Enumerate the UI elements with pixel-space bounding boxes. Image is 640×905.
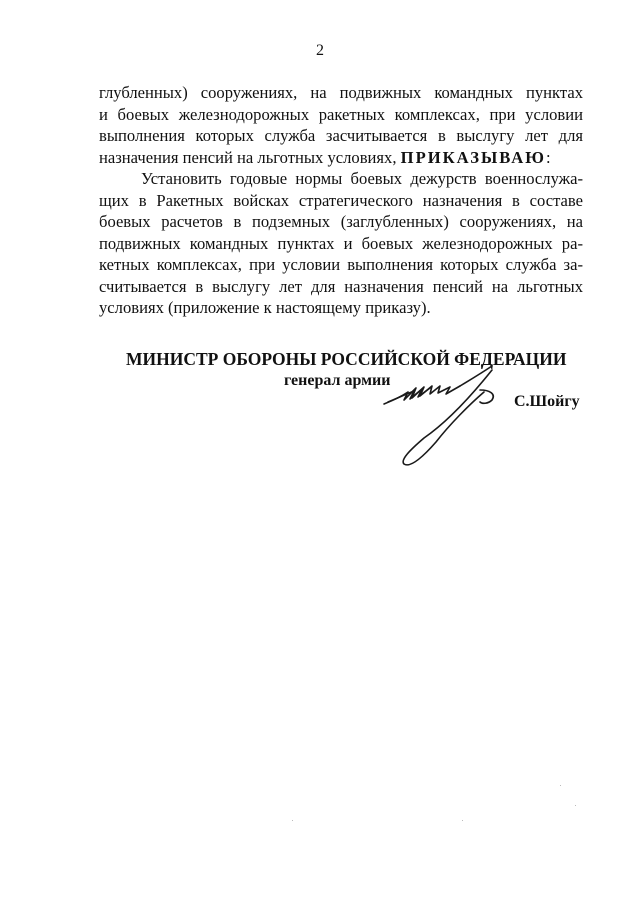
body-text: [99, 82, 583, 319]
scan-speck: [292, 820, 293, 821]
paragraph2-line-5: кетных комплексах, при условии выполнения которых служба за-: [99, 255, 583, 274]
body-line-4: [99, 147, 583, 169]
scan-speck: [462, 820, 463, 821]
page-number: 2: [316, 42, 324, 59]
order-keyword: ПРИКАЗЫВАЮ: [400, 147, 546, 167]
paragraph2-line-7: условиях (приложение к настоящему приказу).: [99, 298, 431, 317]
body-line-2: и боевых железнодорожных ракетных комплексах, при условии: [99, 104, 583, 124]
body-line-4-tail: :: [545, 147, 551, 167]
body-line-1: глубленных) сооружениях, на подвижных командных пунктах: [99, 83, 583, 102]
signatory-position: МИНИСТР ОБОРОНЫ РОССИЙСКОЙ ФЕДЕРАЦИИ: [126, 349, 567, 369]
body-line-3: выполнения которых служба засчитывается в выслугу лет для: [99, 126, 583, 145]
signatory-rank: генерал армии: [284, 372, 391, 389]
paragraph2-line-6: считывается в выслугу лет для назначения пенсий на льготных: [99, 276, 583, 296]
body-line-4-text: назначения пенсий на льготных условиях,: [99, 147, 401, 167]
scan-speck: [560, 785, 561, 786]
paragraph2-line-3: боевых расчетов в подземных (заглубленных) сооружениях, на: [99, 212, 583, 231]
paragraph2-line-1: Установить годовые нормы боевых дежурств военнослужа-: [141, 169, 583, 188]
signatory-name: С.Шойгу: [514, 393, 580, 410]
scan-speck: [575, 805, 576, 806]
paragraph2-line-4: подвижных командных пунктах и боевых железнодорожных ра-: [99, 233, 583, 253]
handwritten-signature: [380, 360, 520, 470]
paragraph2-line-2: щих в Ракетных войсках стратегического назначения в составе: [99, 190, 583, 210]
